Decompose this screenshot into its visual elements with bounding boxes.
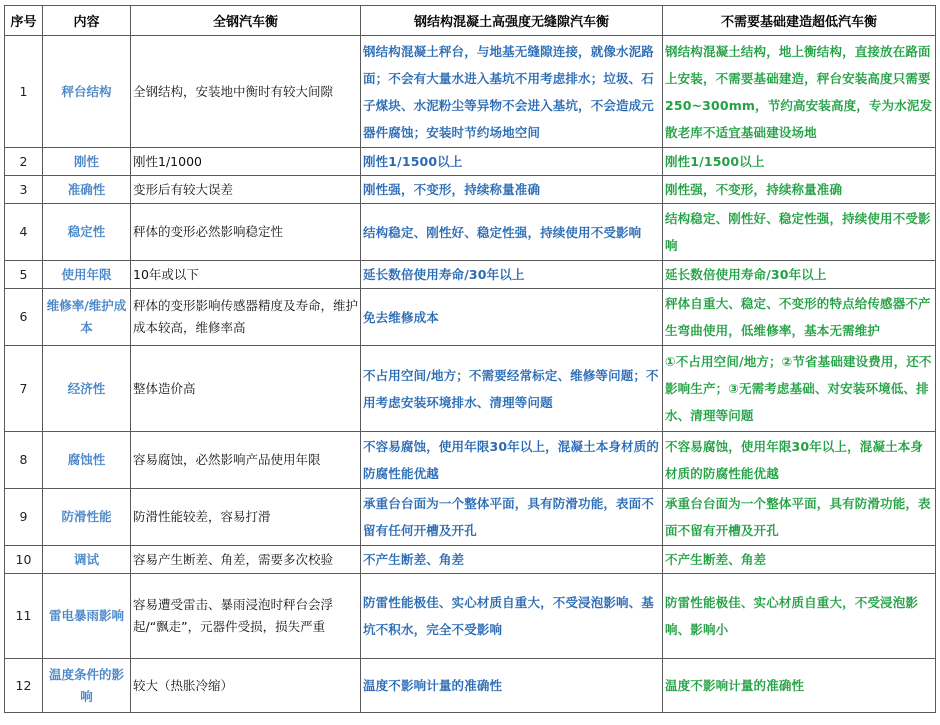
cell-ultra-low: 结构稳定、刚性好、稳定性强，持续使用不受影响 [663, 204, 936, 261]
cell-all-steel: 防滑性能较差，容易打滑 [131, 489, 361, 546]
cell-all-steel: 秤体的变形影响传感器精度及寿命，维护成本较高，维修率高 [131, 289, 361, 346]
row-number: 5 [5, 261, 43, 289]
table-row [5, 176, 936, 204]
table-row [5, 148, 936, 176]
row-number: 2 [5, 148, 43, 176]
row-number: 11 [5, 574, 43, 659]
row-number: 1 [5, 36, 43, 148]
row-item: 温度条件的影响 [43, 659, 131, 713]
cell-ultra-low: 温度不影响计量的准确性 [663, 659, 936, 713]
cell-concrete-seamless: 刚性1/1500以上 [361, 148, 663, 176]
cell-ultra-low: 钢结构混凝土结构，地上衡结构，直接放在路面上安装，不需要基础建造，秤台安装高度只需要250~300mm，节约高安装高度，专为水泥发散老库不适宜基础建设场地 [663, 36, 936, 148]
row-item: 腐蚀性 [43, 432, 131, 489]
header-all-steel-scale: 全钢汽车衡 [131, 6, 361, 36]
row-item: 调试 [43, 546, 131, 574]
cell-all-steel: 容易产生断差、角差，需要多次校验 [131, 546, 361, 574]
header-concrete-seamless-scale: 钢结构混凝土高强度无缝隙汽车衡 [361, 6, 663, 36]
header-no: 序号 [5, 6, 43, 36]
row-number: 12 [5, 659, 43, 713]
table-row [5, 489, 936, 546]
cell-concrete-seamless: 结构稳定、刚性好、稳定性强，持续使用不受影响 [361, 204, 663, 261]
cell-all-steel: 秤体的变形必然影响稳定性 [131, 204, 361, 261]
header-ultra-low-scale: 不需要基础建造超低汽车衡 [663, 6, 936, 36]
table-row [5, 36, 936, 148]
cell-concrete-seamless: 不产生断差、角差 [361, 546, 663, 574]
cell-all-steel: 全钢结构，安装地中衡时有较大间隙 [131, 36, 361, 148]
cell-concrete-seamless: 刚性强，不变形，持续称量准确 [361, 176, 663, 204]
cell-concrete-seamless: 防雷性能极佳、实心材质自重大，不受浸泡影响、基坑不积水，完全不受影响 [361, 574, 663, 659]
cell-ultra-low: 防雷性能极佳、实心材质自重大，不受浸泡影响、影响小 [663, 574, 936, 659]
row-item: 准确性 [43, 176, 131, 204]
table-row [5, 546, 936, 574]
cell-ultra-low: 秤体自重大、稳定、不变形的特点给传感器不产生弯曲使用，低维修率，基本无需维护 [663, 289, 936, 346]
row-item: 秤台结构 [43, 36, 131, 148]
row-item: 防滑性能 [43, 489, 131, 546]
table-row [5, 574, 936, 659]
row-number: 7 [5, 346, 43, 432]
header-item: 内容 [43, 6, 131, 36]
cell-concrete-seamless: 承重台台面为一个整体平面，具有防滑功能，表面不留有任何开槽及开孔 [361, 489, 663, 546]
cell-concrete-seamless: 免去维修成本 [361, 289, 663, 346]
cell-all-steel: 容易遭受雷击、暴雨浸泡时秤台会浮起/“飘走”，元器件受损，损失严重 [131, 574, 361, 659]
cell-ultra-low: 不产生断差、角差 [663, 546, 936, 574]
cell-ultra-low: 延长数倍使用寿命/30年以上 [663, 261, 936, 289]
table-row [5, 204, 936, 261]
cell-all-steel: 10年或以下 [131, 261, 361, 289]
cell-all-steel: 刚性1/1000 [131, 148, 361, 176]
cell-all-steel: 变形后有较大误差 [131, 176, 361, 204]
row-number: 9 [5, 489, 43, 546]
cell-concrete-seamless: 钢结构混凝土秤台，与地基无缝隙连接，就像水泥路面；不会有大量水进入基坑不用考虑排水；垃圾、石子煤块、水泥粉尘等异物不会进入基坑，不会造成元器件腐蚀；安装时节约场地空间 [361, 36, 663, 148]
row-item: 经济性 [43, 346, 131, 432]
row-number: 10 [5, 546, 43, 574]
table-row [5, 659, 936, 713]
cell-concrete-seamless: 不占用空间/地方；不需要经常标定、维修等问题；不用考虑安装环境排水、清理等问题 [361, 346, 663, 432]
row-number: 4 [5, 204, 43, 261]
cell-ultra-low: 不容易腐蚀，使用年限30年以上，混凝土本身材质的防腐性能优越 [663, 432, 936, 489]
cell-concrete-seamless: 温度不影响计量的准确性 [361, 659, 663, 713]
cell-concrete-seamless: 延长数倍使用寿命/30年以上 [361, 261, 663, 289]
row-item: 刚性 [43, 148, 131, 176]
row-item: 雷电暴雨影响 [43, 574, 131, 659]
cell-ultra-low: 承重台台面为一个整体平面，具有防滑功能，表面不留有开槽及开孔 [663, 489, 936, 546]
row-item: 稳定性 [43, 204, 131, 261]
table-row [5, 346, 936, 432]
cell-ultra-low: ①不占用空间/地方；②节省基础建设费用，还不影响生产；③无需考虑基础、对安装环境低、排水、清理等问题 [663, 346, 936, 432]
cell-all-steel: 容易腐蚀，必然影响产品使用年限 [131, 432, 361, 489]
comparison-table [4, 5, 936, 713]
table-row [5, 432, 936, 489]
header-row [5, 6, 936, 36]
row-number: 3 [5, 176, 43, 204]
row-number: 8 [5, 432, 43, 489]
cell-ultra-low: 刚性1/1500以上 [663, 148, 936, 176]
row-item: 维修率/维护成本 [43, 289, 131, 346]
cell-all-steel: 整体造价高 [131, 346, 361, 432]
table-row [5, 289, 936, 346]
row-number: 6 [5, 289, 43, 346]
cell-concrete-seamless: 不容易腐蚀，使用年限30年以上，混凝土本身材质的防腐性能优越 [361, 432, 663, 489]
row-item: 使用年限 [43, 261, 131, 289]
cell-ultra-low: 刚性强，不变形，持续称量准确 [663, 176, 936, 204]
table-row [5, 261, 936, 289]
cell-all-steel: 较大（热胀冷缩） [131, 659, 361, 713]
